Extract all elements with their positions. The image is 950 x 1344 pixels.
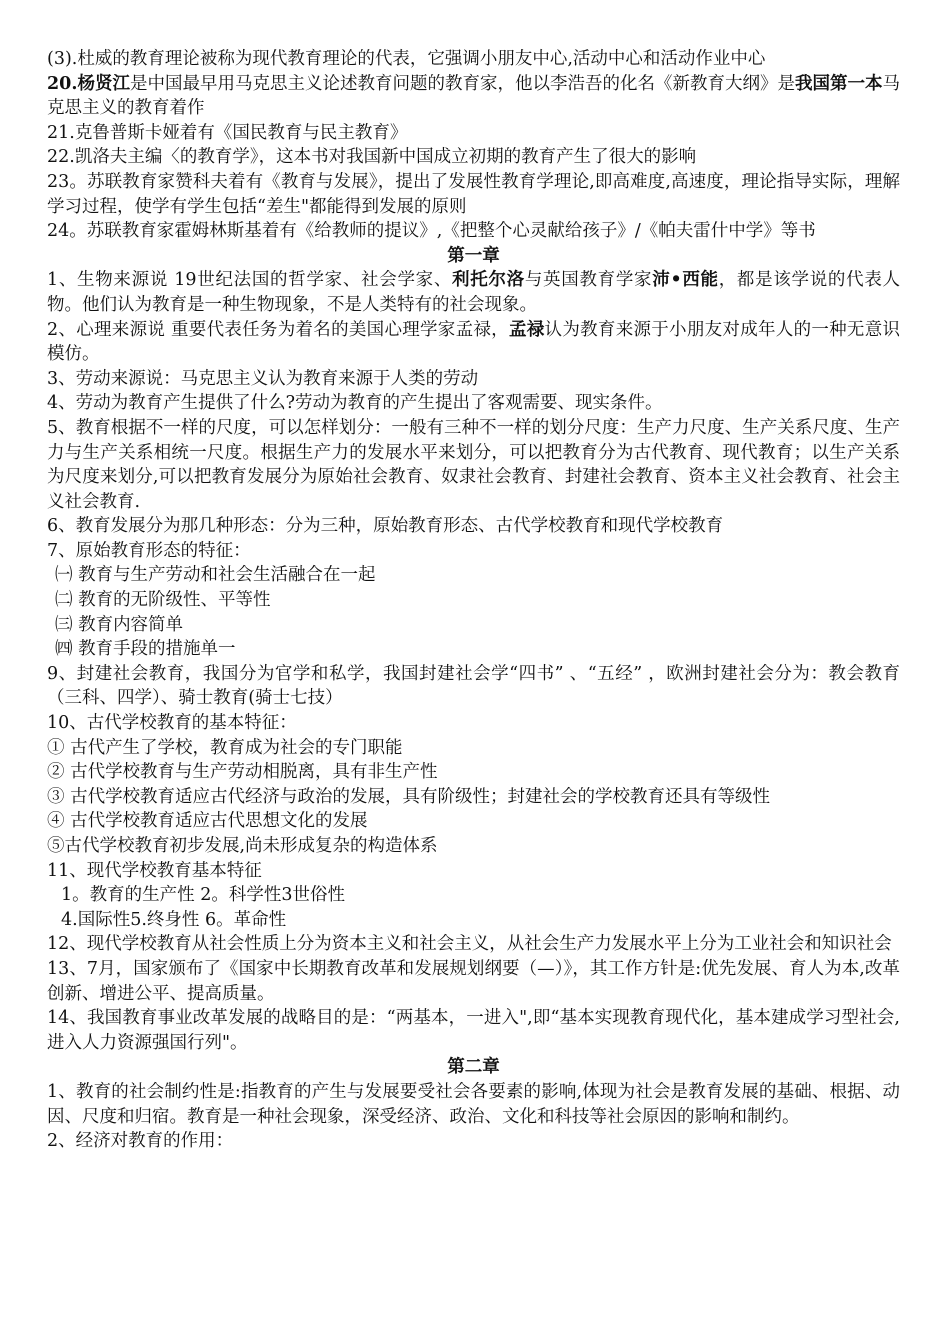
text-run: 9、封建社会教育，我国分为官学和私学，我国封建社会学“四书” 、“五经” ，欧洲封建社会分为：教会教育（三科、四学）、骑士教育(骑士七技） [47, 663, 900, 709]
paragraph [47, 834, 900, 859]
paragraph [47, 72, 900, 121]
text-run: ② 古代学校教育与生产劳动相脱离，具有非生产性 [47, 762, 438, 783]
paragraph [47, 416, 900, 514]
chapter-heading [47, 244, 900, 269]
text-run: ㈡ 教育的无阶级性、平等性 [55, 590, 271, 611]
text-run: 4、劳动为教育产生提供了什么?劳动为教育的产生提出了客观需要、现实条件。 [47, 393, 663, 414]
text-run: 是中国最早用马克思主义论述教育问题的教育家，他以李浩吾的化名《新教育大纲》是 [129, 73, 796, 94]
text-run: 21.克鲁普斯卡娅着有《国民教育与民主教育》 [47, 122, 408, 143]
paragraph [47, 514, 900, 539]
bold-text: 第二章 [447, 1057, 500, 1078]
paragraph [47, 219, 900, 244]
text-run: 7、原始教育形态的特征： [47, 540, 251, 561]
bold-text: 第一章 [447, 245, 500, 266]
text-run: 6、教育发展分为那几种形态：分为三种，原始教育形态、古代学校教育和现代学校教育 [47, 516, 724, 537]
paragraph [47, 809, 900, 834]
text-run: 与英国教育学家 [524, 270, 653, 291]
text-run: 2、心理来源说 重要代表任务为着名的美国心理学家孟禄， [47, 319, 509, 340]
paragraph [47, 859, 900, 884]
paragraph [47, 268, 900, 317]
paragraph [47, 1080, 900, 1129]
text-run: 12、现代学校教育从社会性质上分为资本主义和社会主义，从社会生产力发展水平上分为工业社会和知识社会 [47, 934, 892, 955]
text-run: 1、生物来源说 19世纪法国的哲学家、社会学家、 [47, 270, 453, 291]
text-run: 11、现代学校教育基本特征 [47, 860, 262, 881]
paragraph [47, 1129, 900, 1154]
paragraph [47, 637, 900, 662]
bold-text: 20. [47, 73, 78, 94]
text-run: ③ 古代学校教育适应古代经济与政治的发展，具有阶级性；封建社会的学校教育还具有等级性 [47, 786, 771, 807]
bold-text: 利托尔洛 [452, 270, 525, 291]
paragraph [47, 908, 900, 933]
paragraph [47, 785, 900, 810]
bold-text: 我国第一本 [795, 73, 883, 94]
paragraph [47, 957, 900, 1006]
text-run: 10、古代学校教育的基本特征： [47, 713, 297, 734]
paragraph [47, 367, 900, 392]
text-run: 2、经济对教育的作用： [47, 1131, 234, 1152]
text-run: 23。苏联教育家赞科夫着有《教育与发展》，提出了发展性教育学理论,即高难度,高速度，理论指导实际，理解学习过程，使学有学生包括“差生"都能得到发展的原则 [47, 171, 900, 217]
paragraph [47, 662, 900, 711]
text-run: ① 古代产生了学校，教育成为社会的专门职能 [47, 737, 403, 758]
bold-text: 沛•西能 [652, 270, 719, 291]
paragraph [47, 760, 900, 785]
text-run: 1、教育的社会制约性是:指教育的产生与发展要受社会各要素的影响,体现为社会是教育发展的基础、根据、动因、尺度和归宿。教育是一种社会现象，深受经济、政治、文化和科技等社会原因的影响和制约。 [47, 1081, 900, 1127]
paragraph [47, 588, 900, 613]
text-run: ㈢ 教育内容简单 [55, 614, 184, 635]
paragraph [47, 932, 900, 957]
paragraph [47, 318, 900, 367]
text-run: 24。苏联教育家霍姆林斯基着有《给教师的提议》,《把整个心灵献给孩子》/《帕夫雷什中学》等书 [47, 221, 816, 242]
paragraph [47, 563, 900, 588]
text-run: (3).杜威的教育理论被称为现代教育理论的代表，它强调小朋友中心,活动中心和活动作业中心 [47, 49, 766, 69]
paragraph [47, 736, 900, 761]
text-run: 认为教育来源于小朋友对成年人的一种无意识模仿。 [47, 319, 901, 365]
paragraph [47, 711, 900, 736]
bold-text: 杨贤江 [77, 73, 130, 94]
paragraph [47, 1006, 900, 1055]
bold-text: 孟禄 [508, 319, 545, 340]
text-run: 22.凯洛夫主编〈的教育学》，这本书对我国新中国成立初期的教育产生了很大的影响 [47, 147, 697, 168]
text-run: ㈣ 教育手段的措施单一 [55, 639, 236, 660]
paragraph [47, 613, 900, 638]
text-run: ㈠ 教育与生产劳动和社会生活融合在一起 [55, 565, 376, 586]
text-run: 3、劳动来源说：马克思主义认为教育来源于人类的劳动 [47, 368, 479, 389]
paragraph [47, 883, 900, 908]
text-run: ，都是该学说的代表人物。他们认为教育是一种生物现象，不是人类特有的社会现象。 [47, 270, 901, 315]
paragraph [47, 145, 900, 170]
chapter-heading [47, 1055, 900, 1080]
paragraph [47, 391, 900, 416]
text-run: 4.国际性5.终身性 6。革命性 [61, 909, 287, 930]
paragraph [47, 121, 900, 146]
paragraph [47, 170, 900, 219]
text-run: ④ 古代学校教育适应古代思想文化的发展 [47, 811, 368, 832]
text-run: 5、教育根据不一样的尺度，可以怎样划分：一般有三种不一样的划分尺度：生产力尺度、生产关系尺度、生产力与生产关系相统一尺度。根据生产力的发展水平来划分，可以把教育分为古代教育、现代教育；以生产关系为尺度来划分,可以把教育发展分为原始社会教育、奴隶社会教育、封建社会教育、资本主义社会教育、社会主义社会教育. [47, 417, 900, 512]
paragraph [47, 47, 900, 72]
text-run: 1。教育的生产性 2。科学性3世俗性 [61, 885, 345, 906]
text-run: ⑤古代学校教育初步发展,尚未形成复杂的构造体系 [47, 836, 438, 856]
paragraph [47, 539, 900, 564]
text-run: 14、我国教育事业改革发展的战略目的是：“两基本，一进入",即“基本实现教育现代化，基本建成学习型社会,进入人力资源强国行列"。 [47, 1008, 900, 1053]
text-run: 马克思主义的教育着作 [47, 73, 901, 119]
text-run: 13、7月，国家颁布了《国家中长期教育改革和发展规划纲要（—）》，其工作方针是:优先发展、育人为本,改革创新、增进公平、提高质量。 [47, 958, 900, 1004]
